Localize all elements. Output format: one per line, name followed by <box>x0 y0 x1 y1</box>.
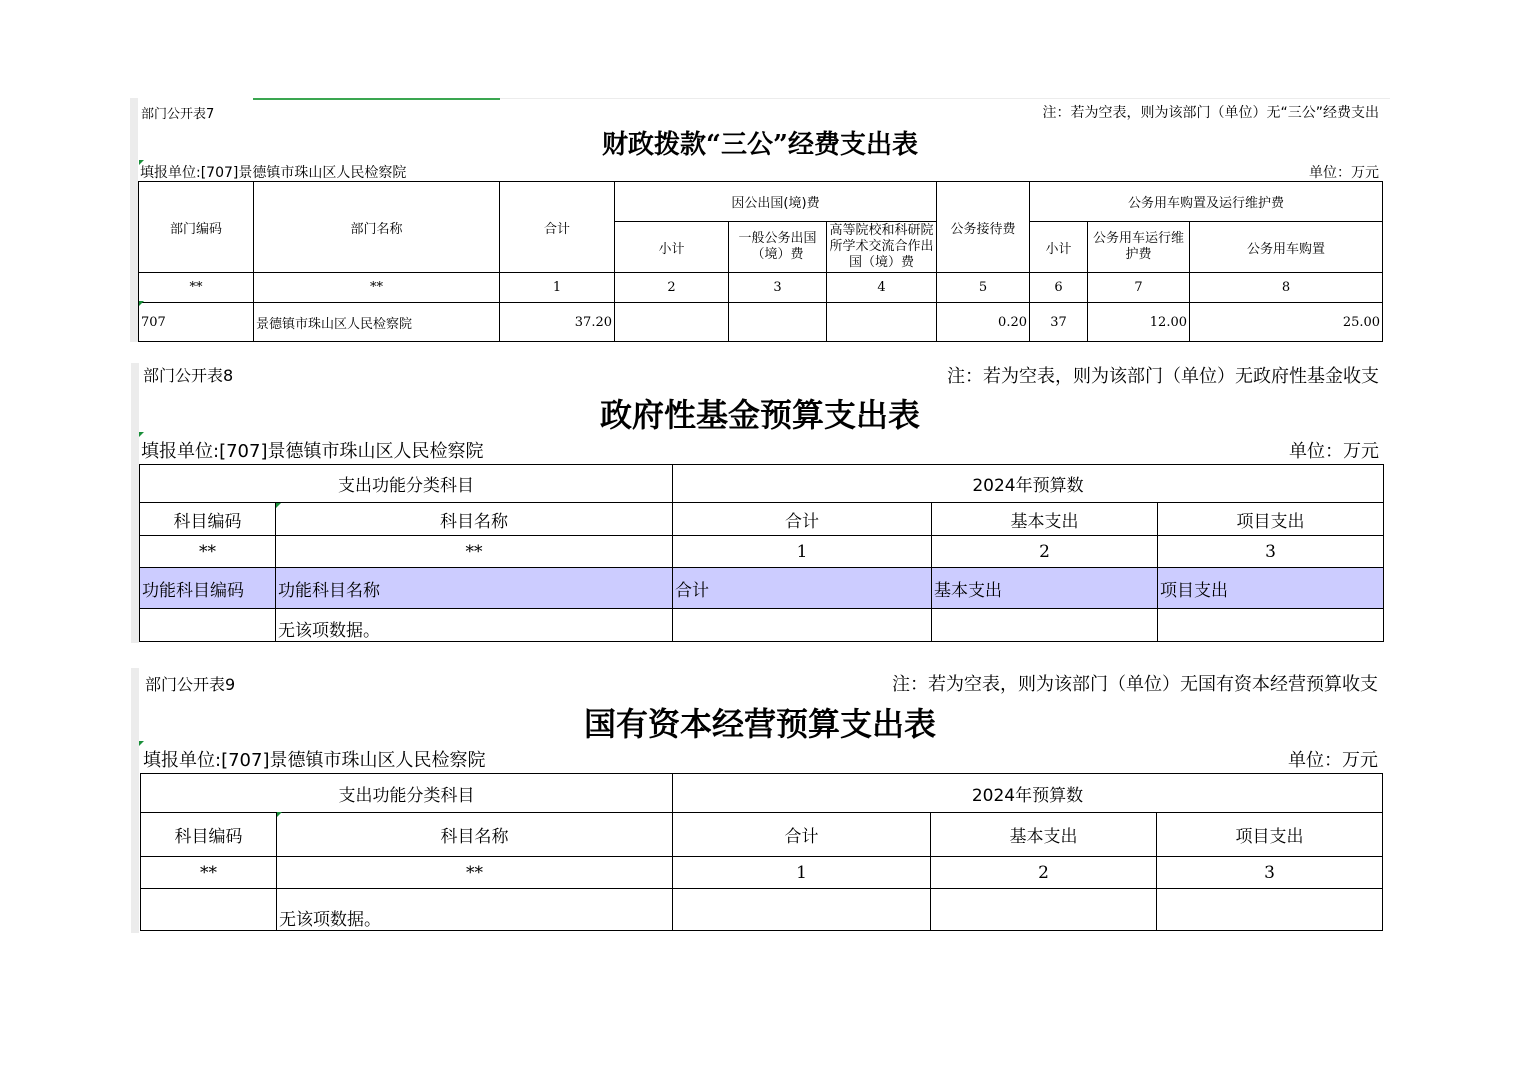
table7-note: 注：若为空表，则为该部门（单位）无“三公”经费支出 <box>1042 105 1379 121</box>
index-cell: 3 <box>1158 536 1384 568</box>
header-project-expense: 项目支出 <box>1157 813 1383 857</box>
hl-project-expense: 项目支出 <box>1158 568 1384 609</box>
empty-cell <box>141 889 277 931</box>
index-cell: 3 <box>1157 857 1383 889</box>
index-cell: 2 <box>931 857 1157 889</box>
data-vehicle-running: 12.00 <box>1088 303 1190 342</box>
header-abroad-academic: 高等院校和科研院所学术交流合作出国（境）费 <box>827 222 937 273</box>
header-project-expense: 项目支出 <box>1158 503 1384 536</box>
table7-filler: 填报单位:[707]景德镇市珠山区人民检察院 <box>140 165 407 181</box>
data-abroad-academic <box>827 303 937 342</box>
table7-title: 财政拨款“三公”经费支出表 <box>602 130 918 160</box>
header-subject-code: 科目编码 <box>140 503 276 536</box>
index-cell: 2 <box>932 536 1158 568</box>
data-abroad-general <box>729 303 827 342</box>
index-cell: 4 <box>827 273 937 303</box>
hl-total: 合计 <box>673 568 932 609</box>
table9-grid <box>140 773 1383 931</box>
table8-grid <box>139 464 1384 642</box>
index-cell: 1 <box>673 857 931 889</box>
index-cell: ** <box>139 273 254 303</box>
hl-subject-code: 功能科目编码 <box>140 568 276 609</box>
data-total: 37.20 <box>500 303 615 342</box>
header-dept-code: 部门编码 <box>139 182 254 273</box>
index-cell: 3 <box>729 273 827 303</box>
header-basic-expense: 基本支出 <box>931 813 1157 857</box>
header-subject-name: 科目名称 <box>277 813 673 857</box>
table9-unit: 单位：万元 <box>1288 750 1378 771</box>
table7-grid <box>138 181 1383 342</box>
header-vehicle-subtotal: 小计 <box>1030 222 1088 273</box>
table8-title: 政府性基金预算支出表 <box>599 396 920 434</box>
empty-cell <box>140 609 276 642</box>
empty-cell <box>932 609 1158 642</box>
empty-cell <box>673 889 931 931</box>
header-abroad: 因公出国(境)费 <box>615 182 937 222</box>
table-row <box>140 568 1384 609</box>
data-dept-code: 707 <box>139 303 254 342</box>
index-cell: 5 <box>937 273 1030 303</box>
index-cell: ** <box>141 857 277 889</box>
group-budget-2024: 2024年预算数 <box>673 774 1383 813</box>
header-reception: 公务接待费 <box>937 182 1030 273</box>
table8-unit: 单位：万元 <box>1289 441 1379 462</box>
header-total: 合计 <box>673 503 932 536</box>
header-subject-name: 科目名称 <box>276 503 673 536</box>
empty-cell <box>673 609 932 642</box>
header-abroad-subtotal: 小计 <box>615 222 729 273</box>
index-cell: ** <box>254 273 500 303</box>
header-dept-name: 部门名称 <box>254 182 500 273</box>
table8-note: 注：若为空表，则为该部门（单位）无政府性基金收支 <box>947 366 1379 387</box>
index-cell: ** <box>276 536 673 568</box>
header-vehicle: 公务用车购置及运行维护费 <box>1030 182 1383 222</box>
header-total: 合计 <box>500 182 615 273</box>
data-vehicle-subtotal: 37 <box>1030 303 1088 342</box>
table9-filler: 填报单位:[707]景德镇市珠山区人民检察院 <box>143 750 486 771</box>
index-cell: 8 <box>1190 273 1383 303</box>
header-vehicle-running: 公务用车运行维护费 <box>1088 222 1190 273</box>
empty-cell <box>1158 609 1384 642</box>
header-total: 合计 <box>673 813 931 857</box>
table7-label: 部门公开表7 <box>141 107 215 122</box>
empty-note: 无该项数据。 <box>277 889 673 931</box>
index-cell: 6 <box>1030 273 1088 303</box>
data-dept-name: 景德镇市珠山区人民检察院 <box>254 303 500 342</box>
table-row <box>139 303 1383 342</box>
index-cell: 2 <box>615 273 729 303</box>
hl-basic-expense: 基本支出 <box>932 568 1158 609</box>
index-cell: 1 <box>500 273 615 303</box>
table8-label: 部门公开表8 <box>143 366 234 385</box>
header-basic-expense: 基本支出 <box>932 503 1158 536</box>
index-cell: 1 <box>673 536 932 568</box>
data-vehicle-purchase: 25.00 <box>1190 303 1383 342</box>
data-abroad-subtotal <box>615 303 729 342</box>
data-reception: 0.20 <box>937 303 1030 342</box>
group-expense-category: 支出功能分类科目 <box>141 774 673 813</box>
header-vehicle-purchase: 公务用车购置 <box>1190 222 1383 273</box>
empty-cell <box>1157 889 1383 931</box>
index-cell: 7 <box>1088 273 1190 303</box>
table9-note: 注：若为空表，则为该部门（单位）无国有资本经营预算收支 <box>892 674 1378 695</box>
group-budget-2024: 2024年预算数 <box>673 465 1384 503</box>
header-subject-code: 科目编码 <box>141 813 277 857</box>
table-row <box>140 609 1384 642</box>
table8-filler: 填报单位:[707]景德镇市珠山区人民检察院 <box>141 441 484 462</box>
table9-label: 部门公开表9 <box>145 675 236 694</box>
table9-title: 国有资本经营预算支出表 <box>583 705 936 743</box>
index-cell: ** <box>277 857 673 889</box>
empty-cell <box>931 889 1157 931</box>
hl-subject-name: 功能科目名称 <box>276 568 673 609</box>
table7-unit: 单位：万元 <box>1309 165 1379 181</box>
header-abroad-general: 一般公务出国（境）费 <box>729 222 827 273</box>
index-cell: ** <box>140 536 276 568</box>
table-row <box>141 889 1383 931</box>
empty-note: 无该项数据。 <box>276 609 673 642</box>
group-expense-category: 支出功能分类科目 <box>140 465 673 503</box>
